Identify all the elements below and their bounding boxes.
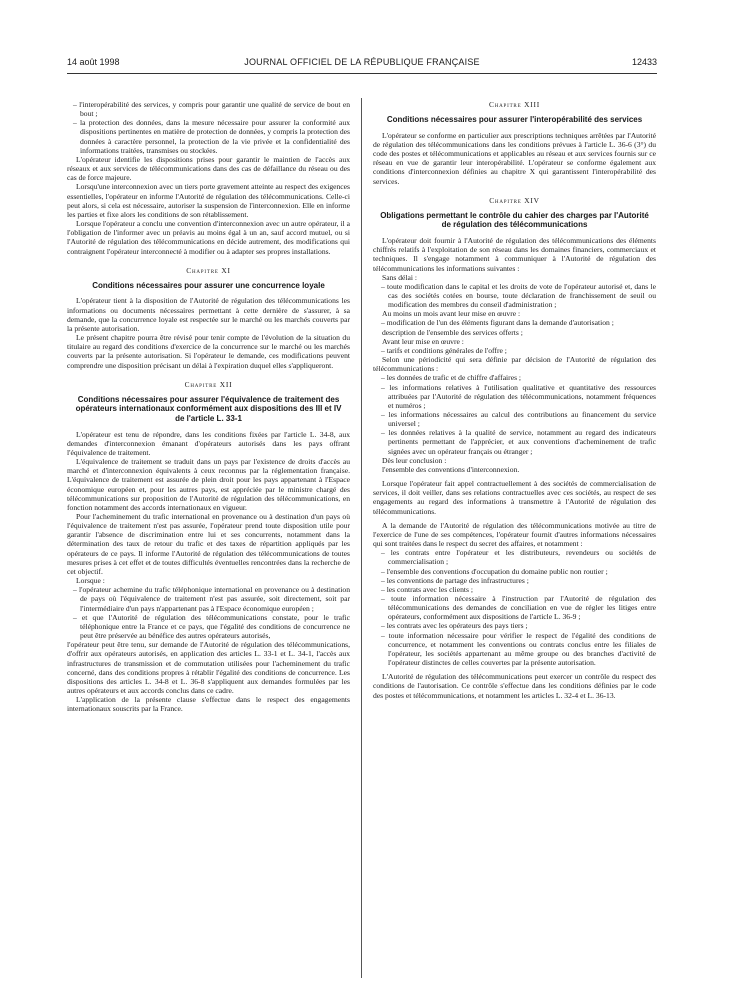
paragraph: L'opérateur doit fournir à l'Autorité de régulation des télécommunications des éléments chiffrés relatifs à l'exploitation de son réseau dans les domaines financiers, commerciaux et techniques. Il s'engage notamment à communiquer à l'Autorité de régulation des télécommunications les informations suivantes : [373,236,656,273]
paragraph: Le présent chapitre pourra être révisé pour tenir compte de l'évolution de la situation du titulaire au regard des conditions d'exercice de la concurrence sur le marché ou les marchés couverts par la présente autorisation. Si l'opérateur le demande, ces modifications peuvent comprendre une disposition précisant un délai à l'expiration duquel elles s'appliqueront. [67,333,350,370]
paragraph: Lorsque l'opérateur fait appel contractuellement à des sociétés de commercialisation de services, il doit veiller, dans ses relations contractuelles avec ces sociétés, au respect de ses engagements au regard des informations à transmettre à l'Autorité de régulation des télécommunications. [373,479,656,516]
column-divider [361,98,362,978]
chapter-title: Obligations permettant le contrôle du cahier des charges par l'Autorité de régulation des télécommunications [380,210,649,230]
list-item: description de l'ensemble des services offerts ; [382,327,523,337]
paragraph: Sans délai : [382,272,418,282]
page-number: 12433 [631,57,657,67]
issue-date: 14 août 1998 [67,57,120,67]
paragraph: l'opérateur peut être tenu, sur demande de l'Autorité de régulation des télécommunications, d'offrir aux opérateurs autorisés, en application des articles L. 33-1 et L. 34-1, l'accès aux infrastructures de transmission et de commutation utilisées pour l'acheminement du trafic concerné, dans des conditions propres à rétablir l'égalité des conditions de concurrence. Les dispositions des articles L. 34-8 et L. 36-8 s'appliquent aux demandes formulées par les autres opérateurs et aux accords conclus dans ce cadre. [67,640,350,695]
list-item: – les données relatives à la qualité de service, notamment au regard des indicateurs pertinents permettant de l'apprécier, et aux conventions d'acheminement de trafic signées avec un opérateur français ou étranger ; [381,428,656,456]
paragraph: Pour l'acheminement du trafic international en provenance ou à destination d'un pays où l'équivalence de traitement n'est pas assurée, l'opérateur prend toute disposition utile pour garantir l'absence de discrimination entre lui et ses concurrents, notamment dans la détermination des taux de retour du trafic et des taxes de répartition appliqués par les opérateurs de ce pays. Il informe l'Autorité de régulation des télécommunications de toutes mesures prises à cet effet et de toutes difficultés éventuelles rencontrées dans la recherche de cet objectif. [67,512,350,576]
chapter-label: Chapitre XIV [489,195,540,205]
paragraph: L'équivalence de traitement se traduit dans un pays par l'existence de droits d'accès au marché et d'interconnexion équivalents à ceux reconnus par la réglementation française. L'équivalence de traitement est assurée de plein droit pour les pays appartenant à l'Espace économique européen et, pour les autres pays, est appréciée par le ministre chargé des télécommunications sur proposition de l'Autorité de régulation des télécommunications, en fonction notamment des accords internationaux en vigueur. [67,457,350,512]
list-item: – tarifs et conditions générales de l'offre ; [381,345,507,355]
paragraph: L'opérateur est tenu de répondre, dans les conditions fixées par l'article L. 34-8, aux demandes d'interconnexion émanant d'opérateurs autorisés dans les pays offrant l'équivalence de traitement. [67,429,350,457]
paragraph: Lorsque l'opérateur a conclu une convention d'interconnexion avec un autre opérateur, il a l'obligation de l'informer avec un préavis au moins égal à un an, sauf accord mutuel, ou si l'Autorité de régulation des télécommunications en décide autrement, des modifications qui contraignent l'opérateur interconnecté à modifier ou à adapter ses propres installations. [67,219,350,256]
list-item: – la protection des données, dans la mesure nécessaire pour assurer la conformité aux dispositions pertinentes en matière de protection de données, y compris la protection des données à caractère personnel, la protection de la vie privée et la confidentialité des informations traitées, transmises ou stockées. [73,118,350,155]
list-item: – et que l'Autorité de régulation des télécommunications constate, pour le trafic téléphonique entre la France et ce pays, que l'égalité des conditions de concurrence ne peut être préservée au bénéfice des autres opérateurs autorisés, [73,612,350,641]
paragraph: Lorsque : [76,576,105,586]
chapter-label: Chapitre XII [184,379,233,389]
chapter-title: Conditions nécessaires pour assurer l'équivalence de traitement des opérateurs internationaux conformément aux dispositions des III et IV de l'article L. 33-1 [75,394,342,423]
list-item: – les données de trafic et de chiffre d'affaires ; [381,373,522,383]
paragraph: Dès leur conclusion : [382,455,447,465]
list-item: – l'ensemble des conventions d'occupation du domaine public non routier ; [381,566,608,576]
paragraph: Avant leur mise en œuvre : [382,336,464,346]
paragraph: Selon une périodicité qui sera définie par décision de l'Autorité de régulation des télécommunications : [373,355,656,374]
paragraph: L'Autorité de régulation des télécommunications peut exercer un contrôle du respect des conditions de l'autorisation. Ce contrôle s'effectue dans les conditions définies par le code des postes et télécommunications, et notamment les articles L. 32-4 et L. 36-13. [373,672,656,700]
list-item: – les informations nécessaires au calcul des contributions au financement du service universel ; [381,410,656,429]
paragraph: Lorsqu'une interconnexion avec un tiers porte gravement atteinte au respect des exigences essentielles, l'opérateur en informe l'Autorité de régulation des télécommunications. Celle-ci peut alors, si cela est nécessaire, autoriser la suspension de l'interconnexion. Elle en informe les parties et fixe alors les conditions de son rétablissement. [67,182,350,219]
list-item: – les contrats entre l'opérateur et les distributeurs, revendeurs ou sociétés de commercialisation ; [381,548,656,567]
journal-title: JOURNAL OFFICIEL DE LA RÉPUBLIQUE FRANÇAISE [244,57,480,67]
list-item: – toute information nécessaire pour vérifier le respect de l'égalité des conditions de concurrence, et notamment les conventions ou contrats conclus entre les filiales de l'opérateur, les sociétés appartenant au même groupe ou des branches d'activité de l'opérateur distinctes de celles couvertes par la présente autorisation. [381,630,656,668]
chapter-label: Chapitre XIII [488,100,540,109]
paragraph: L'opérateur se conforme en particulier aux prescriptions techniques arrêtées par l'Autorité de régulation des télécommunications dans les conditions prévues à l'article L. 36-6 (3°) du code des postes et télécommunications et applicables au réseau et aux services fournis sur ce réseau en vue de garantir leur interopérabilité. L'opérateur se conforme également aux conditions d'interconnexion définies au chapitre X qui garantissent l'interopérabilité des services. [373,130,656,186]
left-column [67,100,350,713]
chapter-title: Conditions nécessaires pour assurer une concurrence loyale [92,280,325,290]
paragraph: L'application de la présente clause s'effectue dans le respect des engagements internationaux souscrits par la France. [67,695,350,714]
list-item: – toute information nécessaire à l'instruction par l'Autorité de régulation des télécommunications des demandes de conciliation en vue de régler les litiges entre opérateurs, conformément aux dispositions de l'article L. 36-9 ; [381,593,656,622]
chapter-title: Conditions nécessaires pour assurer l'interopérabilité des services [386,115,643,125]
page-header [67,57,657,71]
paragraph: L'opérateur tient à la disposition de l'Autorité de régulation des télécommunications les informations ou documents nécessaires permettant à cette dernière de s'assurer, à sa demande, que la concurrence loyale est respectée sur le marché ou les marchés couverts par la présente autorisation. [67,296,350,333]
chapter-label: Chapitre XI [186,265,231,275]
header-rule [67,73,657,74]
right-column [373,100,656,700]
paragraph: Au moins un mois avant leur mise en œuvre : [382,309,521,319]
paragraph: A la demande de l'Autorité de régulation des télécommunications motivée au titre de l'exercice de l'une de ses compétences, l'opérateur fournit d'autres informations nécessaires qui sont traitées dans le respect du secret des affaires, et notamment : [373,520,656,549]
list-item: – toute modification dans le capital et les droits de vote de l'opérateur autorisé et, dans le cas des sociétés cotées en bourse, toute déclaration de franchissement de seuil ou modification des membres du conseil d'administration ; [381,281,656,310]
list-item: – l'opérateur achemine du trafic téléphonique international en provenance ou à destination de pays où l'équivalence de traitement n'est pas assurée, soit directement, soit par l'intermédiaire d'un pays n'appartenant pas à l'Espace économique européen ; [73,585,350,613]
list-item: l'ensemble des conventions d'interconnexion. [382,464,520,474]
list-item: – modification de l'un des éléments figurant dans la demande d'autorisation ; [381,318,614,328]
paragraph: L'opérateur identifie les dispositions prises pour garantir le maintien de l'accès aux réseaux et aux services de télécommunications dans des cas de défaillance du réseau ou des cas de force majeure. [67,154,350,183]
list-item: – les conventions de partage des infrastructures ; [381,575,529,585]
list-item: – les informations relatives à l'utilisation qualitative et quantitative des ressources attribuées par l'Autorité de régulation des télécommunications, notamment fréquences et numéros ; [381,382,656,410]
list-item: – les contrats avec les clients ; [381,584,473,594]
list-item: – les contrats avec les opérateurs des pays tiers ; [381,621,528,631]
list-item: – l'interopérabilité des services, y compris pour garantir une qualité de service de bout en bout ; [73,100,350,119]
